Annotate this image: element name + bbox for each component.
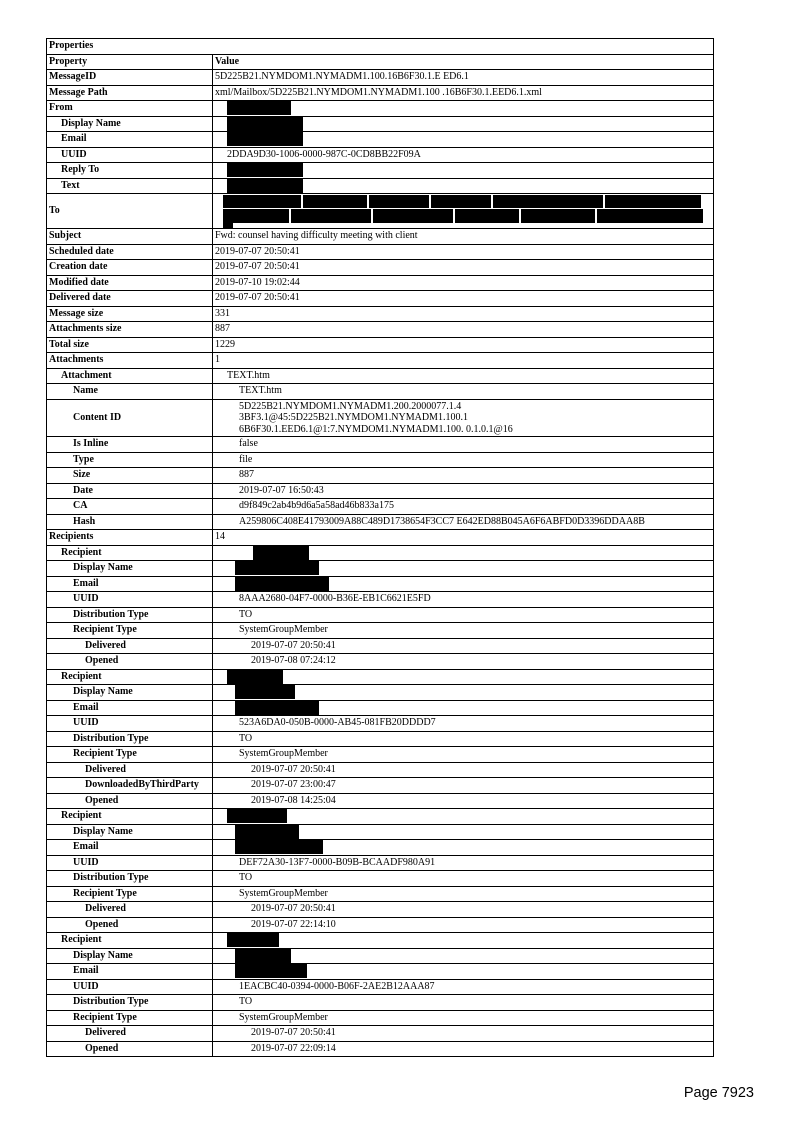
table-row — [47, 132, 713, 148]
property-label: From — [47, 101, 213, 116]
redacted-value — [213, 132, 713, 147]
property-value: SystemGroupMember — [239, 1011, 328, 1023]
redacted-value — [213, 701, 713, 716]
property-label: Recipient — [47, 809, 213, 824]
property-label: Delivered — [47, 902, 213, 917]
property-label: Email — [47, 577, 213, 592]
redaction-block — [235, 701, 319, 715]
table-row — [47, 685, 713, 701]
property-label: Modified date — [47, 276, 213, 291]
redacted-value — [213, 949, 713, 964]
redaction-block — [291, 209, 371, 223]
table-row — [47, 101, 713, 117]
property-value: 2019-07-07 22:14:10 — [251, 918, 336, 930]
redaction-block — [227, 117, 303, 131]
column-header-row — [47, 55, 713, 71]
table-row — [47, 194, 713, 229]
property-value: SystemGroupMember — [239, 887, 328, 899]
table-row — [47, 949, 713, 965]
table-row — [47, 778, 713, 794]
table-row — [47, 400, 713, 438]
table-row — [47, 453, 713, 469]
property-value: 2019-07-07 20:50:41 — [251, 639, 336, 651]
property-label: Attachment — [47, 369, 213, 384]
value-line: 5D225B21.NYMDOM1.NYMADM1.200.2000077.1.4 — [239, 400, 462, 412]
property-value: 2019-07-07 20:50:41 — [251, 1027, 336, 1038]
property-value: 2019-07-07 20:50:41 — [215, 245, 300, 257]
table-row — [47, 163, 713, 179]
property-label: Opened — [47, 654, 213, 669]
property-label: Recipient Type — [47, 623, 213, 638]
table-row — [47, 918, 713, 934]
redaction-block — [455, 209, 519, 223]
table-row — [47, 995, 713, 1011]
table-row — [47, 117, 713, 133]
property-label: Delivered — [47, 763, 213, 778]
property-label: Distribution Type — [47, 732, 213, 747]
table-row — [47, 353, 713, 369]
table-row — [47, 369, 713, 385]
redaction-block — [597, 209, 703, 223]
redaction-block — [235, 685, 295, 699]
property-value: 2DDA9D30-1006-0000-987C-0CD8BB22F09A — [227, 148, 421, 160]
property-label: Text — [47, 179, 213, 194]
table-row — [47, 670, 713, 686]
table-row — [47, 384, 713, 400]
property-value: 887 — [215, 323, 230, 334]
property-value: 2019-07-07 22:09:14 — [251, 1042, 336, 1054]
redaction-block — [223, 209, 289, 223]
table-row — [47, 933, 713, 949]
table-row — [47, 1042, 713, 1057]
property-label: Total size — [47, 338, 213, 353]
table-row — [47, 825, 713, 841]
property-value: TEXT.htm — [227, 369, 270, 381]
property-value: 887 — [239, 469, 254, 480]
redacted-value — [213, 179, 713, 194]
redaction-block — [303, 195, 367, 208]
page-number: Page 7923 — [683, 1085, 754, 1101]
property-value: 2019-07-07 16:50:43 — [239, 484, 324, 496]
table-row — [47, 179, 713, 195]
redaction-block — [235, 840, 323, 854]
redaction-block — [521, 209, 595, 223]
table-row — [47, 964, 713, 980]
redacted-value — [213, 685, 713, 700]
property-label: Distribution Type — [47, 871, 213, 886]
value-line: 3BF3.1@45:5D225B21.NYMDOM1.NYMADM1.100.1 — [239, 412, 468, 423]
property-value: 2019-07-10 19:02:44 — [215, 276, 300, 288]
value-line: 6B6F30.1.EED6.1@1:7.NYMDOM1.NYMADM1.100. 0.1.0.1@16 — [239, 423, 513, 435]
table-row — [47, 245, 713, 261]
table-row — [47, 608, 713, 624]
property-value: 2019-07-08 14:25:04 — [251, 794, 336, 806]
property-value: TO — [239, 996, 253, 1007]
redacted-value — [213, 809, 713, 824]
redacted-value — [213, 577, 713, 592]
redacted-value — [213, 825, 713, 840]
property-label: UUID — [47, 980, 213, 995]
redacted-value — [213, 933, 713, 948]
property-label: Name — [47, 384, 213, 399]
property-value: 5D225B21.NYMDOM1.NYMADM1.100.16B6F30.1.E ED6.1 — [215, 71, 469, 82]
property-label: Recipient — [47, 670, 213, 685]
table-row — [47, 437, 713, 453]
redacted-value — [213, 117, 713, 132]
property-value: SystemGroupMember — [239, 748, 328, 759]
property-value: 2019-07-07 20:50:41 — [215, 261, 300, 272]
property-value: 331 — [215, 307, 230, 319]
redaction-block — [223, 223, 233, 228]
table-row — [47, 515, 713, 531]
property-label: Message Path — [47, 86, 213, 101]
table-row — [47, 468, 713, 484]
property-value: 1EACBC40-0394-0000-B06F-2AE2B12AAA87 — [239, 980, 435, 992]
property-label: Size — [47, 468, 213, 483]
table-row — [47, 561, 713, 577]
table-row — [47, 716, 713, 732]
redacted-value — [213, 670, 713, 685]
table-row — [47, 887, 713, 903]
redaction-block — [227, 132, 303, 146]
property-label: Recipient Type — [47, 747, 213, 762]
property-label: Distribution Type — [47, 608, 213, 623]
property-label: Is Inline — [47, 437, 213, 452]
property-label: Display Name — [47, 825, 213, 840]
table-row — [47, 980, 713, 996]
property-value: false — [239, 438, 258, 449]
table-row — [47, 577, 713, 593]
property-label: CA — [47, 499, 213, 514]
redaction-block — [227, 179, 303, 193]
table-row — [47, 322, 713, 338]
table-row — [47, 499, 713, 515]
table-row — [47, 763, 713, 779]
property-label: To — [47, 194, 213, 228]
redaction-block — [373, 209, 453, 223]
property-value: 2019-07-07 20:50:41 — [251, 763, 336, 775]
table-row — [47, 592, 713, 608]
table-row — [47, 871, 713, 887]
property-value: 1229 — [215, 338, 235, 350]
table-row — [47, 747, 713, 763]
property-value: A259806C408E41793009A88C489D1738654F3CC7 E642ED88B045A6F6ABFD0D3396DDAA8B — [239, 515, 645, 527]
property-label: Email — [47, 132, 213, 147]
table-row — [47, 291, 713, 307]
redacted-value — [213, 101, 713, 116]
redaction-block — [369, 195, 429, 208]
property-label: Scheduled date — [47, 245, 213, 260]
redaction-block — [235, 964, 307, 978]
table-row — [47, 530, 713, 546]
property-value: 523A6DA0-050B-0000-AB45-081FB20DDDD7 — [239, 717, 436, 728]
table-row — [47, 307, 713, 323]
property-label: Attachments size — [47, 322, 213, 337]
table-row — [47, 546, 713, 562]
redaction-block — [235, 949, 291, 963]
property-label: Content ID — [47, 400, 213, 437]
property-label: UUID — [47, 592, 213, 607]
table-row — [47, 484, 713, 500]
property-value: TO — [239, 608, 253, 620]
table-row — [47, 623, 713, 639]
redaction-block — [227, 809, 287, 823]
table-row — [47, 148, 713, 164]
property-label: Recipient Type — [47, 1011, 213, 1026]
table-row — [47, 338, 713, 354]
redaction-block — [223, 195, 301, 208]
table-row — [47, 902, 713, 918]
property-label: Delivered — [47, 1026, 213, 1041]
redaction-block — [227, 101, 291, 115]
redacted-to-field — [213, 194, 713, 228]
property-label: Email — [47, 840, 213, 855]
property-label: UUID — [47, 716, 213, 731]
property-label: Message size — [47, 307, 213, 322]
property-label: Date — [47, 484, 213, 499]
property-value: 14 — [215, 531, 225, 542]
redaction-block — [605, 195, 701, 208]
property-label: MessageID — [47, 70, 213, 85]
property-value: 2019-07-07 20:50:41 — [215, 292, 300, 303]
property-value: file — [239, 453, 253, 465]
redaction-block — [431, 195, 491, 208]
property-label: Email — [47, 964, 213, 979]
property-label: Recipient — [47, 546, 213, 561]
property-value — [213, 400, 713, 437]
table-row — [47, 1026, 713, 1042]
table-row — [47, 260, 713, 276]
property-label: Creation date — [47, 260, 213, 275]
redacted-value — [213, 840, 713, 855]
property-value: 2019-07-07 20:50:41 — [251, 903, 336, 914]
property-label: Display Name — [47, 117, 213, 132]
table-row — [47, 86, 713, 102]
property-label: UUID — [47, 856, 213, 871]
property-value: 2019-07-08 07:24:12 — [251, 655, 336, 666]
property-label: Display Name — [47, 561, 213, 576]
redacted-value — [213, 546, 713, 561]
value-column-header: Value — [215, 55, 240, 67]
table-title: Properties — [49, 40, 94, 51]
property-label: Recipient Type — [47, 887, 213, 902]
redaction-block — [253, 546, 309, 560]
property-label: Type — [47, 453, 213, 468]
redaction-block — [227, 670, 283, 684]
redacted-value — [213, 163, 713, 178]
table-row — [47, 794, 713, 810]
table-row — [47, 654, 713, 670]
table-body — [47, 70, 713, 1056]
redaction-block — [235, 825, 299, 839]
table-row — [47, 809, 713, 825]
property-label: Opened — [47, 918, 213, 933]
property-value: SystemGroupMember — [239, 624, 328, 635]
table-row — [47, 856, 713, 872]
redaction-block — [227, 163, 303, 177]
property-value: TO — [239, 872, 253, 883]
table-row — [47, 229, 713, 245]
property-label: Recipient — [47, 933, 213, 948]
property-value: TEXT.htm — [239, 385, 282, 396]
property-label: Delivered date — [47, 291, 213, 306]
property-label: DownloadedByThirdParty — [47, 778, 213, 793]
table-row — [47, 701, 713, 717]
table-row — [47, 639, 713, 655]
table-row — [47, 1011, 713, 1027]
property-label: Display Name — [47, 685, 213, 700]
table-title-row — [47, 39, 713, 55]
property-value: 8AAA2680-04F7-0000-B36E-EB1C6621E5FD — [239, 593, 431, 604]
property-label: Opened — [47, 1042, 213, 1057]
redacted-value — [213, 964, 713, 979]
redaction-block — [227, 933, 279, 947]
property-label: Delivered — [47, 639, 213, 654]
table-row — [47, 732, 713, 748]
redaction-block — [235, 561, 319, 575]
property-value: xml/Mailbox/5D225B21.NYMDOM1.NYMADM1.100 .16B6F30.1.EED6.1.xml — [215, 86, 542, 98]
property-column-header: Property — [47, 55, 213, 70]
property-value: d9f849c2ab4b9d6a5a58ad46b833a175 — [239, 500, 394, 511]
redaction-block — [235, 577, 329, 591]
table-row — [47, 276, 713, 292]
property-label: Distribution Type — [47, 995, 213, 1010]
property-value: Fwd: counsel having difficulty meeting with client — [215, 230, 418, 241]
property-label: Display Name — [47, 949, 213, 964]
table-row — [47, 840, 713, 856]
property-value: TO — [239, 732, 253, 744]
property-value: 2019-07-07 23:00:47 — [251, 779, 336, 790]
property-value: 1 — [215, 354, 220, 365]
redaction-block — [493, 195, 603, 208]
table-row — [47, 70, 713, 86]
property-label: UUID — [47, 148, 213, 163]
property-label: Reply To — [47, 163, 213, 178]
property-label: Recipients — [47, 530, 213, 545]
properties-table — [46, 38, 714, 1057]
property-label: Email — [47, 701, 213, 716]
property-value: DEF72A30-13F7-0000-B09B-BCAADF980A91 — [239, 856, 436, 868]
property-label: Subject — [47, 229, 213, 244]
redacted-value — [213, 561, 713, 576]
property-label: Opened — [47, 794, 213, 809]
property-label: Hash — [47, 515, 213, 530]
property-label: Attachments — [47, 353, 213, 368]
